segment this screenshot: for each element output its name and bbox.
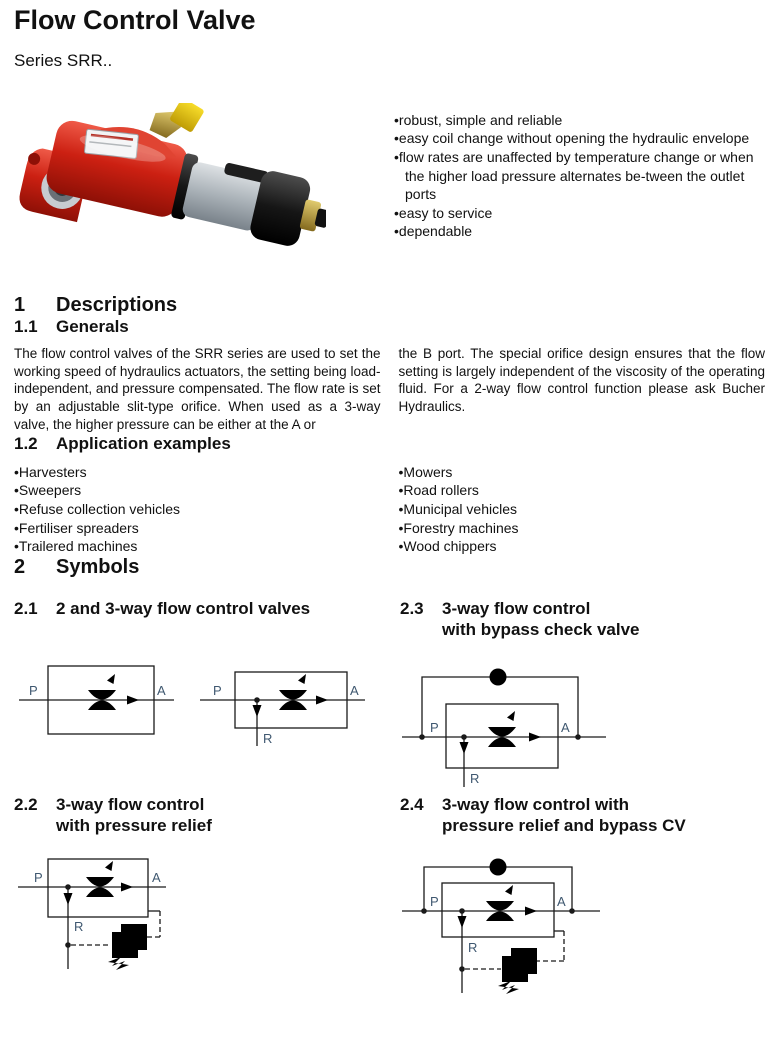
- subsection-number: 2.2: [14, 795, 38, 815]
- symbol-24-heading: [400, 795, 765, 836]
- feature-list: [394, 103, 765, 294]
- application-item: • Municipal vehicles: [399, 500, 766, 519]
- application-item: • Mowers: [399, 463, 766, 482]
- port-label-r: R: [470, 771, 480, 787]
- heading-line: with bypass check valve: [442, 619, 640, 639]
- diagram-3way-pressure-relief: [14, 849, 224, 981]
- diagram-3way-bypass-check-valve: [400, 652, 610, 790]
- diagram-2way-flow-control: [14, 652, 179, 750]
- subsection-applications-heading: [14, 434, 765, 454]
- application-item: • Wood chippers: [399, 537, 766, 556]
- generals-column-right: the B port. The special orifice design ensures that the flow setting is largely independent of the viscosity of the operating fluid. For a 2-way flow control function please ask Bucher Hydraulics.: [398, 345, 765, 415]
- generals-column-left: The flow control valves of the SRR series are used to set the working speed of hydraulics actuators, the setting being load-independent, and pressure compensated. The flow rate is set by an adjustable slit-type orifice. When used as a 3-way valve, the higher pressure can be either at the A or: [14, 345, 381, 432]
- subsection-number: 1.1: [14, 316, 38, 336]
- return-arrow-icon: [460, 742, 469, 754]
- port-label-p: P: [430, 720, 439, 736]
- diagram-3way-flow-control: [195, 652, 370, 750]
- subsection-number: 2.3: [400, 598, 424, 618]
- section-descriptions-heading: [14, 294, 765, 317]
- port-label-a: A: [557, 893, 566, 909]
- feature-item: • robust, simple and reliable: [394, 111, 765, 130]
- port-label-p: P: [29, 683, 38, 699]
- section-title: Descriptions: [56, 293, 178, 316]
- feature-item: • easy coil change without opening the hydraulic envelope: [394, 129, 765, 148]
- symbol-21-diagrams: [14, 640, 386, 795]
- heading-line: pressure relief and bypass CV: [442, 816, 686, 835]
- section-symbols-heading: [14, 556, 765, 579]
- return-arrow-icon: [458, 916, 467, 928]
- heading-line: 2 and 3-way flow control valves: [56, 598, 311, 618]
- port-label-r: R: [468, 939, 478, 955]
- port-label-p: P: [34, 869, 43, 885]
- pressure-relief-valve-icon: [108, 924, 147, 970]
- port-label-a: A: [152, 869, 161, 885]
- flow-arrow-icon: [121, 882, 133, 891]
- flow-arrow-icon: [127, 696, 139, 705]
- port-label-r: R: [74, 918, 84, 934]
- symbol-22-diagram: [14, 837, 386, 1010]
- application-item: • Sweepers: [14, 481, 381, 500]
- generals-body: [14, 345, 765, 434]
- hero-section: [14, 103, 765, 294]
- application-item: • Trailered machines: [14, 537, 381, 556]
- return-arrow-icon: [253, 705, 262, 717]
- applications-column-right: [399, 463, 766, 556]
- port-label-r: R: [263, 731, 273, 747]
- symbol-23-heading: [400, 599, 765, 640]
- applications-column-left: [14, 463, 381, 556]
- subsection-number: 2.1: [14, 598, 38, 618]
- port-label-a: A: [350, 683, 359, 699]
- port-label-p: P: [430, 893, 439, 909]
- subsection-title: Generals: [56, 316, 129, 336]
- subsection-number: 1.2: [14, 433, 38, 453]
- subsection-title: Application examples: [56, 433, 231, 453]
- application-item: • Forestry machines: [399, 519, 766, 538]
- heading-line: with pressure relief: [56, 816, 212, 835]
- section-number: 2: [14, 555, 26, 578]
- valve-photo-illustration: [14, 103, 326, 289]
- heading-line: 3-way flow control with: [442, 795, 630, 815]
- series-subtitle: Series SRR..: [14, 50, 113, 70]
- symbols-grid: [14, 599, 765, 1010]
- symbol-22-heading: [14, 795, 386, 836]
- section-title: Symbols: [56, 555, 140, 578]
- pressure-relief-valve-icon: [498, 948, 537, 994]
- feature-item: • flow rates are unaffected by temperature change or when the higher load pressure alternates be-tween the outlet ports: [394, 148, 765, 204]
- port-label-a: A: [157, 683, 166, 699]
- subsection-generals-heading: [14, 317, 765, 337]
- port-label-p: P: [213, 683, 222, 699]
- application-item: • Fertiliser spreaders: [14, 519, 381, 538]
- heading-line: 3-way flow control: [56, 795, 205, 815]
- feature-item: • dependable: [394, 222, 765, 241]
- flow-arrow-icon: [525, 906, 537, 915]
- applications-lists: [14, 463, 765, 556]
- heading-line: 3-way flow control: [442, 598, 591, 618]
- application-item: • Refuse collection vehicles: [14, 500, 381, 519]
- symbol-24-diagram: [400, 837, 765, 1010]
- section-number: 1: [14, 293, 26, 316]
- application-item: • Road rollers: [399, 481, 766, 500]
- diagram-3way-relief-bypass-cv: [400, 849, 610, 1005]
- flow-arrow-icon: [316, 696, 328, 705]
- flow-arrow-icon: [529, 733, 541, 742]
- symbol-23-diagram: [400, 640, 765, 795]
- page-title: Flow Control Valve: [14, 5, 256, 35]
- product-photo: [14, 103, 394, 294]
- symbol-21-heading: [14, 599, 386, 640]
- feature-item: • easy to service: [394, 204, 765, 223]
- return-arrow-icon: [64, 893, 73, 905]
- subsection-number: 2.4: [400, 795, 424, 815]
- port-label-a: A: [561, 720, 570, 736]
- application-item: • Harvesters: [14, 463, 381, 482]
